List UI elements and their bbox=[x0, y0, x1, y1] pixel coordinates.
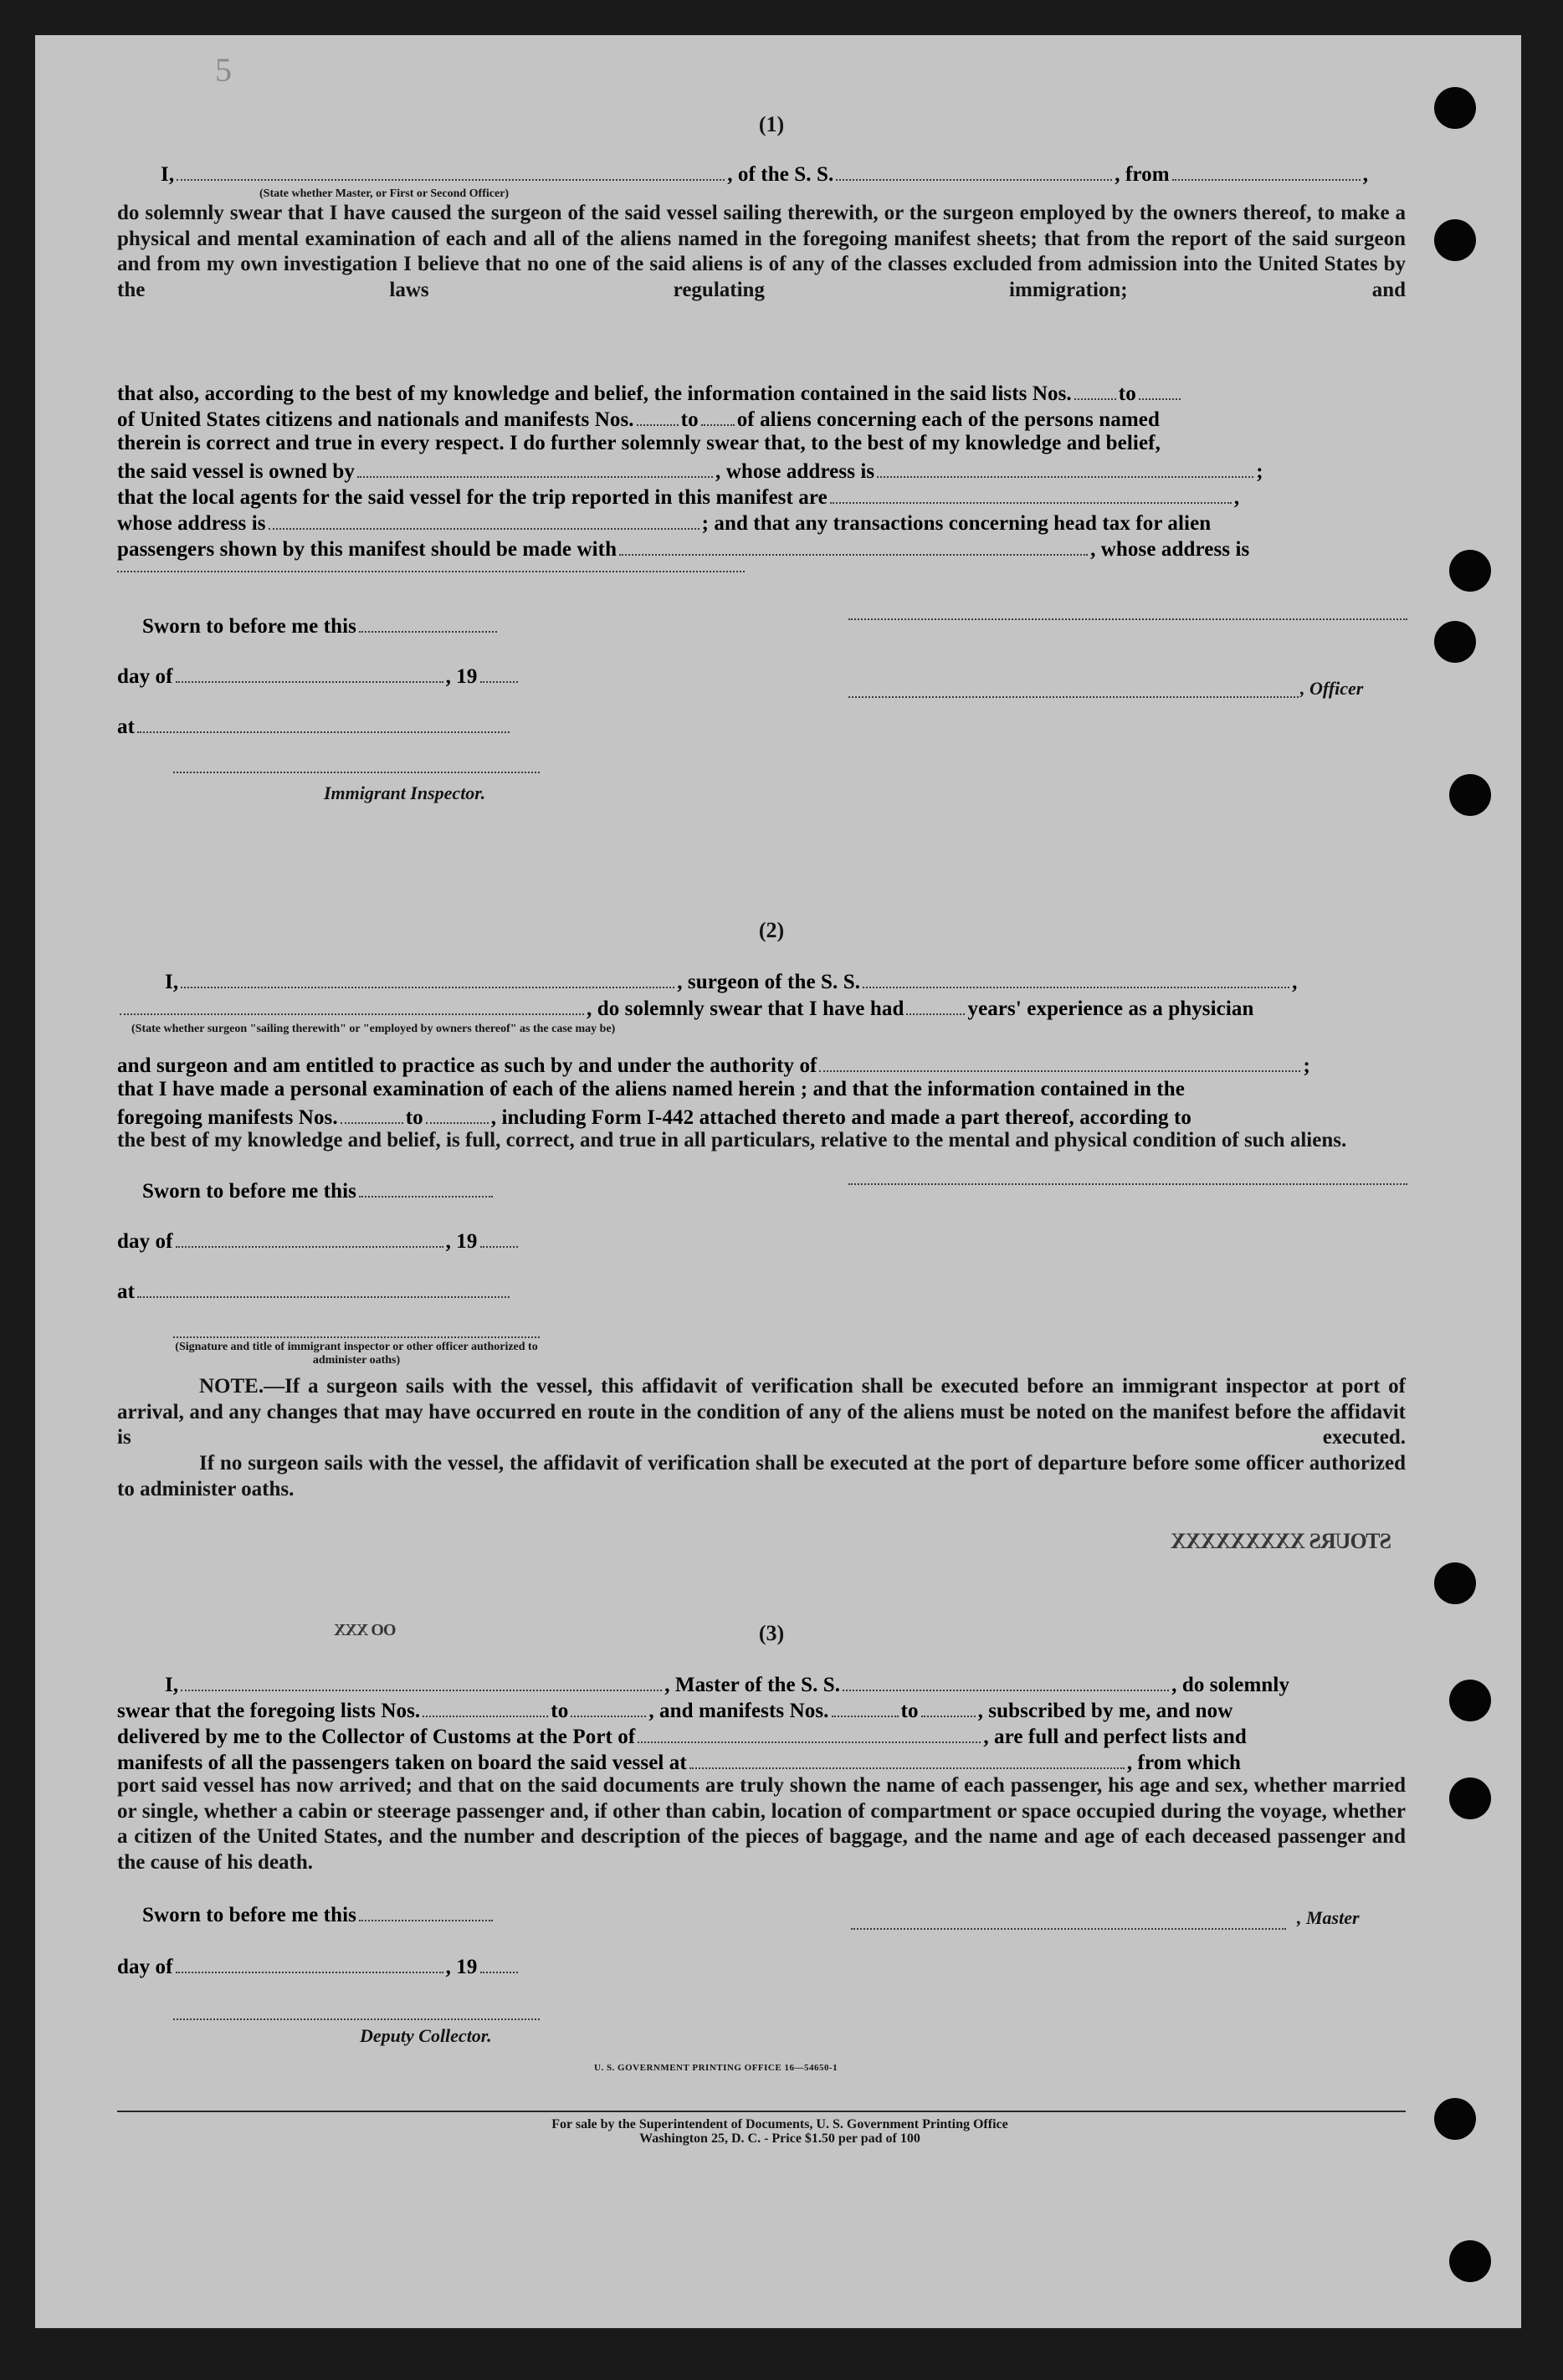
manifest-sheet bbox=[35, 35, 1521, 2328]
s3-manifest-to-field[interactable] bbox=[921, 1697, 976, 1717]
punch-hole bbox=[1434, 621, 1476, 663]
s3-sworn-date-field[interactable] bbox=[359, 1901, 493, 1921]
s1-line-manifests: of United States citizens and nationals and manifests Nos. to of aliens concerning each of the persons named bbox=[117, 406, 1160, 432]
s2-signature-caption: (Signature and title of immigrant inspector or other officer authorized to administer oaths) bbox=[175, 1341, 538, 1367]
s1-oath-text-a: do solemnly swear that I have caused the surgeon of the said vessel sailing therewith, or the surgeon employed by the owners thereof, to make a physical and mental examination of each and all of the aliens named in the foregoing manifest sheets; that from the report of the said surgeon and from my own investigation I believe that no one of the said aliens is of any of the classes excluded from admission into the United States by the laws regulating immigration; and bbox=[117, 202, 1406, 301]
page-number-faint: 5 bbox=[215, 51, 232, 89]
s2-line-3: and surgeon and am entitled to practice as such by and under the authority of ; bbox=[117, 1052, 1310, 1078]
s1-sworn-date-field[interactable] bbox=[359, 613, 497, 633]
s3-oath-text: port said vessel has now arrived; and that on the said documents are truly shown the name of each passenger, his age and sex, whether married or single, whether a cabin or steerage passenger and, if other than cabin, location of compartment or space occupied during the voyage, whether a citizen of the United States, and the number and description of the pieces of baggage, and the name and age of each deceased passenger and the cause of his death. bbox=[117, 1774, 1406, 1874]
s3-line-4: manifests of all the passengers taken on board the said vessel at , from which bbox=[117, 1749, 1241, 1775]
punch-hole bbox=[1449, 550, 1491, 592]
footer-divider bbox=[117, 2111, 1406, 2112]
s2-day-line: day of , 19 bbox=[117, 1228, 520, 1254]
sale-notice: For sale by the Superintendent of Documents, U. S. Government Printing Office Washington 25, D. C. - Price $1.50 per pad of 100 bbox=[551, 2117, 1008, 2146]
punch-hole bbox=[1449, 1680, 1491, 1721]
s3-vessel-field[interactable] bbox=[843, 1671, 1169, 1691]
section-1-heading: (1) bbox=[758, 112, 785, 136]
manifest-no-to-field[interactable] bbox=[701, 406, 735, 426]
inspector-signature-line[interactable] bbox=[173, 772, 540, 773]
s3-line-2: swear that the foregoing lists Nos. to , and manifests Nos. to , subscribed by me, and now bbox=[117, 1697, 1232, 1723]
surgeon-name-field[interactable] bbox=[181, 968, 674, 988]
gpo-imprint: U. S. GOVERNMENT PRINTING OFFICE 16—54650-1 bbox=[594, 2063, 838, 2073]
s2-vessel-field[interactable] bbox=[863, 968, 1289, 988]
vessel-name-field[interactable] bbox=[836, 161, 1112, 181]
agent-address-field[interactable] bbox=[269, 510, 700, 530]
years-experience-field[interactable] bbox=[906, 995, 965, 1015]
head-tax-address-field[interactable] bbox=[117, 571, 745, 572]
punch-hole bbox=[1449, 774, 1491, 816]
s2-line-2: , do solemnly swear that I have had years' experience as a physician bbox=[117, 995, 1254, 1021]
s1-officer-signature-line[interactable] bbox=[848, 618, 1407, 620]
punch-hole bbox=[1449, 2240, 1491, 2282]
local-agents-field[interactable] bbox=[830, 484, 1232, 504]
s3-day-line: day of , 19 bbox=[117, 1953, 520, 1979]
master-signature-line[interactable] bbox=[851, 1928, 1286, 1930]
s1-master-caption: (State whether Master, or First or Second Officer) bbox=[259, 187, 510, 200]
punch-hole bbox=[1434, 219, 1476, 261]
s2-at-field[interactable] bbox=[137, 1278, 510, 1298]
s1-line-agents: that the local agents for the said vessel for the trip reported in this manifest are , bbox=[117, 484, 1239, 510]
mirrored-stamp: STOURS XXXXXXXXX bbox=[1171, 1529, 1392, 1553]
s1-year-field[interactable] bbox=[480, 663, 518, 683]
s1-line-correct: therein is correct and true in every respect. I do further solemnly swear that, to the best of my knowledge and belief, bbox=[117, 432, 1161, 454]
manifest-no-from-field[interactable] bbox=[637, 406, 679, 426]
list-no-to-field[interactable] bbox=[1139, 380, 1181, 400]
s3-line-3: delivered by me to the Collector of Customs at the Port of , are full and perfect lists and bbox=[117, 1723, 1247, 1749]
s2-line-4: that I have made a personal examination of each of the aliens named herein ; and that the information contained in the bbox=[117, 1078, 1185, 1100]
s3-list-to-field[interactable] bbox=[571, 1697, 646, 1717]
boarding-port-field[interactable] bbox=[689, 1749, 1125, 1769]
officer-caption: , Officer bbox=[1300, 678, 1364, 699]
s3-list-from-field[interactable] bbox=[423, 1697, 548, 1717]
punch-hole bbox=[1434, 1562, 1476, 1604]
punch-hole bbox=[1434, 2098, 1476, 2140]
from-port-field[interactable] bbox=[1172, 161, 1361, 181]
s2-at-line: at bbox=[117, 1278, 512, 1304]
inspector-caption: Immigrant Inspector. bbox=[324, 782, 486, 803]
s1-line-1: I, , of the S. S. , from , bbox=[161, 161, 1368, 187]
punch-hole bbox=[1434, 87, 1476, 129]
punch-hole bbox=[1449, 1777, 1491, 1819]
customs-port-field[interactable] bbox=[638, 1723, 981, 1743]
head-tax-contact-field[interactable] bbox=[619, 536, 1088, 556]
section-3-heading: (3) bbox=[758, 1621, 785, 1645]
s2-sworn-date-field[interactable] bbox=[359, 1177, 493, 1198]
list-no-from-field[interactable] bbox=[1074, 380, 1116, 400]
s1-day-field[interactable] bbox=[176, 663, 443, 683]
surgeon-signature-line[interactable] bbox=[848, 1183, 1407, 1185]
s3-line-1: I, , Master of the S. S. , do solemnly bbox=[165, 1671, 1289, 1697]
owner-field[interactable] bbox=[357, 458, 713, 478]
s2-manifest-to-field[interactable] bbox=[426, 1104, 489, 1124]
s2-sworn-line: Sworn to before me this bbox=[142, 1177, 495, 1203]
s1-officer-title-line[interactable] bbox=[848, 696, 1299, 698]
s3-master-name-field[interactable] bbox=[181, 1671, 662, 1691]
s2-surgeon-caption: (State whether surgeon "sailing therewith" or "employed by owners thereof" as the case may be) bbox=[131, 1023, 616, 1035]
s2-inspector-signature-line[interactable] bbox=[173, 1336, 540, 1338]
s2-year-field[interactable] bbox=[480, 1228, 518, 1248]
s2-oath-text-b: the best of my knowledge and belief, is full, correct, and true in all particulars, relative to the mental and physical condition of such aliens. bbox=[117, 1129, 1347, 1152]
section-2-heading: (2) bbox=[758, 918, 785, 942]
s1-at-line: at bbox=[117, 713, 512, 739]
note-paragraph: NOTE.—If a surgeon sails with the vessel, this affidavit of verification shall be executed before an immigrant inspector at port of arrival, and any changes that may have occurred en route in the condition of any of the aliens must be noted on the manifest before the affidavit is executed. bbox=[117, 1375, 1406, 1449]
no-surgeon-paragraph: If no surgeon sails with the vessel, the affidavit of verification shall be executed at the port of departure before some officer authorized to administer oaths. bbox=[117, 1452, 1406, 1500]
s1-sworn-line: Sworn to before me this bbox=[142, 613, 500, 639]
s1-day-line: day of , 19 bbox=[117, 663, 520, 689]
s2-line-1: I, , surgeon of the S. S. , bbox=[165, 968, 1297, 994]
s2-day-field[interactable] bbox=[176, 1228, 443, 1248]
s2-manifest-from-field[interactable] bbox=[341, 1104, 403, 1124]
deputy-collector-signature-line[interactable] bbox=[173, 2018, 540, 2020]
s1-line-nos: that also, according to the best of my knowledge and belief, the information contained in the said lists Nos. to bbox=[117, 380, 1183, 406]
mirrored-mark: OO XXX bbox=[335, 1621, 397, 1639]
s2-line-5: foregoing manifests Nos. to , including Form I-442 attached thereto and made a part thereof, according to bbox=[117, 1104, 1191, 1130]
surgeon-status-field[interactable] bbox=[120, 995, 584, 1015]
master-name-field[interactable] bbox=[177, 161, 725, 181]
authority-field[interactable] bbox=[819, 1052, 1300, 1072]
s3-manifest-from-field[interactable] bbox=[832, 1697, 899, 1717]
deputy-collector-caption: Deputy Collector. bbox=[360, 2025, 492, 2046]
s1-line-agent-address: whose address is ; and that any transactions concerning head tax for alien bbox=[117, 510, 1211, 536]
s1-line-passengers: passengers shown by this manifest should be made with , whose address is bbox=[117, 536, 1249, 562]
owner-address-field[interactable] bbox=[877, 458, 1253, 478]
s1-at-field[interactable] bbox=[137, 713, 510, 733]
master-caption: , Master bbox=[1297, 1907, 1360, 1928]
s3-day-field[interactable] bbox=[176, 1953, 443, 1973]
s3-sworn-line: Sworn to before me this bbox=[142, 1901, 495, 1927]
s3-year-field[interactable] bbox=[480, 1953, 518, 1973]
s1-line-owned: the said vessel is owned by , whose address is ; bbox=[117, 458, 1263, 484]
